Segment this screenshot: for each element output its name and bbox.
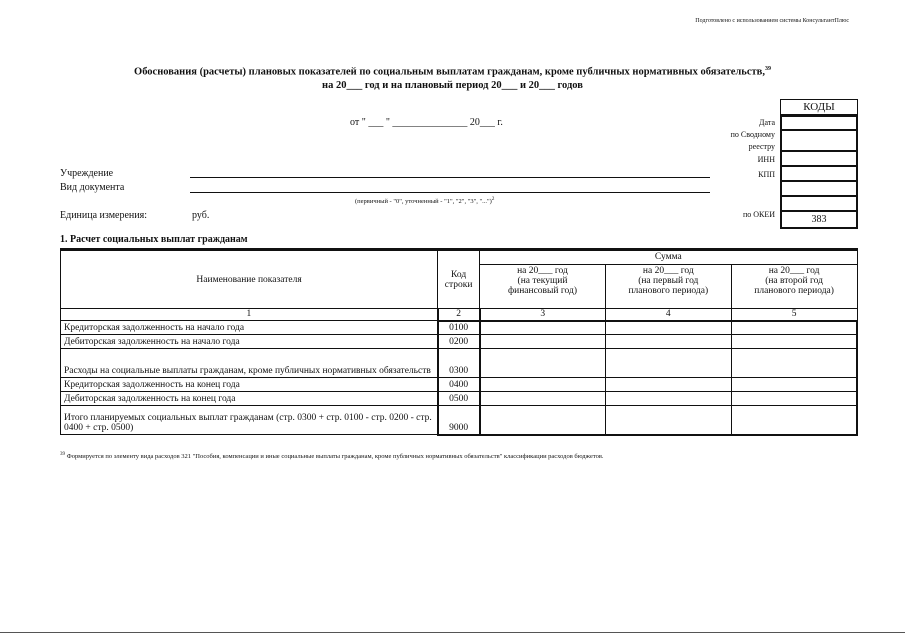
date-line: от " ___ " _______________ 20___ г. — [350, 117, 503, 128]
value-cell[interactable] — [731, 406, 857, 435]
label-registry-2: реестру — [748, 142, 775, 151]
value-cell[interactable] — [605, 378, 731, 392]
unit-value: руб. — [192, 210, 210, 221]
label-institution: Учреждение — [60, 168, 114, 179]
row-name: Дебиторская задолженность на начало года — [61, 335, 438, 349]
codes-header: КОДЫ — [780, 99, 858, 115]
doc-type-hint — [355, 197, 494, 205]
colnum-1: 1 — [61, 309, 438, 321]
value-cell[interactable] — [605, 321, 731, 335]
form-title-period: на 20___ год и на плановый период 20___ и 20___ годов — [322, 80, 583, 91]
label-inn: ИНН — [757, 155, 775, 164]
value-cell[interactable] — [605, 406, 731, 435]
doc-type-hint-text: (первичный - "0", уточненный - "1", "2", "3", "...") — [355, 198, 492, 206]
value-cell[interactable] — [605, 335, 731, 349]
table-row — [61, 406, 858, 435]
col-sum-second-l2: (на второй год — [765, 276, 823, 286]
col-sum-current-l2: (на текущий — [517, 276, 568, 286]
row-code: 9000 — [438, 406, 480, 435]
value-cell[interactable] — [480, 321, 606, 335]
row-code: 0300 — [438, 349, 480, 378]
prepared-note: Подготовлено с использованием системы КонсультантПлюс — [695, 18, 849, 24]
code-registry[interactable] — [780, 131, 858, 152]
value-cell[interactable] — [480, 335, 606, 349]
footnote-mark: 39 — [60, 452, 65, 457]
col-sum-second-l3: планового периода) — [754, 286, 834, 296]
value-cell[interactable] — [731, 321, 857, 335]
code-date[interactable] — [780, 115, 858, 131]
col-sum-current — [480, 265, 606, 309]
col-sum-first — [605, 265, 731, 309]
value-cell[interactable] — [480, 392, 606, 406]
row-name: Итого планируемых социальных выплат гражданам (стр. 0300 + стр. 0100 - стр. 0200 - стр. 0400 + стр. 0500) — [61, 406, 438, 435]
value-cell[interactable] — [731, 392, 857, 406]
table-row — [61, 349, 858, 378]
title-footnote-mark: 39 — [764, 66, 771, 72]
code-okei: 383 — [780, 212, 858, 229]
row-name: Кредиторская задолженность на начало года — [61, 321, 438, 335]
footnote — [60, 452, 604, 460]
value-cell[interactable] — [480, 378, 606, 392]
institution-field[interactable] — [190, 168, 710, 178]
col-sum-first-l3: планового периода) — [628, 286, 709, 296]
row-name: Дебиторская задолженность на конец года — [61, 392, 438, 406]
doc-type-hint-mark: 2 — [491, 197, 495, 202]
value-cell[interactable] — [731, 378, 857, 392]
value-cell[interactable] — [731, 335, 857, 349]
table-row — [61, 392, 858, 406]
row-code: 0200 — [438, 335, 480, 349]
row-code: 0100 — [438, 321, 480, 335]
table-row — [61, 335, 858, 349]
col-sum-first-l1: на 20___ год — [642, 266, 694, 276]
row-name: Расходы на социальные выплаты гражданам, кроме публичных нормативных обязательств — [61, 349, 438, 378]
colnum-2: 2 — [438, 309, 480, 321]
value-cell[interactable] — [605, 349, 731, 378]
label-date: Дата — [759, 118, 775, 127]
value-cell[interactable] — [480, 349, 606, 378]
social-payments-table — [60, 250, 858, 436]
value-cell[interactable] — [605, 392, 731, 406]
col-code-header: Код строки — [438, 251, 480, 309]
col-sum-first-l2: (на первый год — [638, 276, 699, 286]
col-name-header: Наименование показателя — [61, 251, 438, 309]
page-bottom-rule — [0, 632, 905, 633]
label-okei: по ОКЕИ — [742, 210, 775, 219]
row-code: 0400 — [438, 378, 480, 392]
label-registry-1: по Сводному — [730, 130, 775, 139]
form-title-text: Обоснования (расчеты) плановых показателей по социальным выплатам гражданам, кроме публичных нормативных обязательств, — [134, 66, 765, 78]
row-code: 0500 — [438, 392, 480, 406]
table-row — [61, 321, 858, 335]
value-cell[interactable] — [480, 406, 606, 435]
colnum-4: 4 — [605, 309, 731, 321]
code-inn[interactable] — [780, 152, 858, 167]
row-name: Кредиторская задолженность на конец года — [61, 378, 438, 392]
col-sum-current-l1: на 20___ год — [517, 266, 568, 276]
col-sum-current-l3: финансовый год) — [507, 286, 578, 296]
col-sum-header: Сумма — [480, 251, 857, 265]
colnum-3: 3 — [480, 309, 606, 321]
section-title: 1. Расчет социальных выплат гражданам — [60, 234, 248, 245]
value-cell[interactable] — [731, 349, 857, 378]
table-row — [61, 378, 858, 392]
label-kpp: КПП — [758, 170, 775, 179]
col-sum-second-l1: на 20___ год — [768, 266, 820, 276]
label-unit: Единица измерения: — [60, 210, 147, 221]
form-title — [0, 66, 905, 78]
label-doc-type: Вид документа — [60, 182, 125, 193]
footnote-text: Формируется по элементу вида расходов 321 "Пособия, компенсации и иные социальные выплаты гражданам, кроме публичных нормативных обязательств" классификации расходов бюджетов. — [66, 453, 604, 461]
doc-type-field[interactable] — [190, 182, 710, 193]
col-sum-second — [731, 265, 857, 309]
code-kpp[interactable] — [780, 167, 858, 182]
codes-box — [780, 99, 858, 229]
code-blank[interactable] — [780, 197, 858, 212]
code-doctype[interactable] — [780, 182, 858, 197]
colnum-5: 5 — [731, 309, 857, 321]
